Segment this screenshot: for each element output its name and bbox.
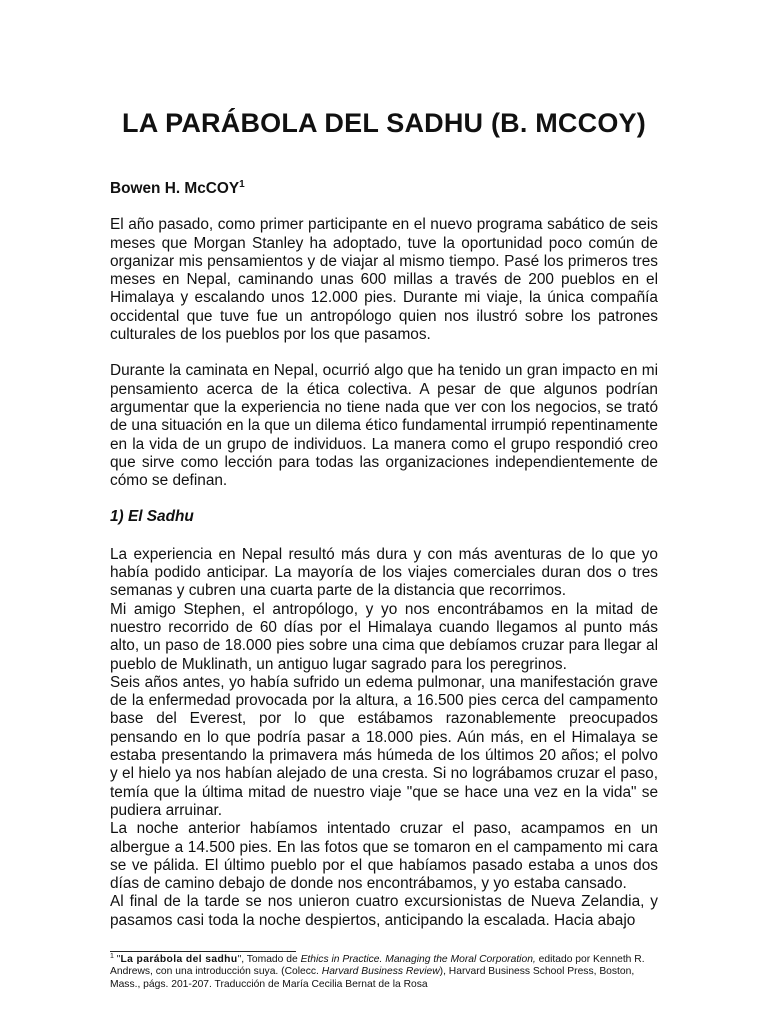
footnote-work-title: Ethics in Practice. Managing the Moral Corporation, xyxy=(300,954,536,965)
section-paragraph-4: La noche anterior habíamos intentado cruzar el paso, acampamos en un albergue a 14.500 pies. En las fotos que se tomaron en el campamento mi cara se ve pálida. El último pueblo por el que habíamos pasado estaba a unos dos días de camino debajo de donde nos encontrábamos, y yo estaba cansado. xyxy=(110,820,658,893)
author-name: Bowen H. McCOY xyxy=(110,180,240,197)
section-paragraph-3: Seis años antes, yo había sufrido un edema pulmonar, una manifestación grave de la enfermedad provocada por la altura, a 16.500 pies cerca del campamento base del Everest, por lo que estábamos razonablemente preocupados pensando en lo que podría pasar a 18.000 pies. Aún más, en el Himalaya se estaba presentando la primavera más húmeda de los últimos 20 años; el polvo y el hielo ya nos habían alejado de una cresta. Si no lográbamos cruzar el paso, temía que la última mitad de nuestro viaje "que se hace una vez en la vida" se pudiera arruinar. xyxy=(110,673,658,819)
author-line xyxy=(110,180,658,198)
footnote-text-3: ), Harvard Business School Press, Boston, Mass., págs. 201-207. Traducción de María Cecilia Bernat de la Rosa xyxy=(110,966,635,990)
footnote xyxy=(110,954,650,991)
footnote-marker: 1 xyxy=(110,953,114,960)
intro-paragraph-1: El año pasado, como primer participante en el nuevo programa sabático de seis meses que Morgan Stanley ha adoptado, tuve la oportunidad poco común de organizar mis pensamientos y de viajar al mismo tiempo. Pasé los primeros tres meses en Nepal, caminando unas 600 millas a través de 200 pueblos en el Himalaya y escalando unos 12.000 pies. Durante mi viaje, la única compañía occidental que tuve fue un antropólogo quien nos ilustró sobre los patrones culturales de los pueblos por los que pasamos. xyxy=(110,216,658,344)
footnote-series: Harvard Business Review xyxy=(321,966,440,978)
section-heading: 1) El Sadhu xyxy=(110,508,194,526)
author-footnote-marker[interactable]: 1 xyxy=(239,179,245,190)
footnote-text-2: editado por Kenneth R. Andrews, con una introducción suya. (Colecc. xyxy=(110,954,645,978)
footnote-separator xyxy=(110,951,296,952)
document-body xyxy=(110,180,658,930)
footnote-article-title: La parábola del sadhu xyxy=(120,954,238,965)
section-paragraph-5: Al final de la tarde se nos unieron cuatro excursionistas de Nueva Zelandia, y pasamos casi toda la noche despiertos, anticipando la escalada. Hacia abajo xyxy=(110,893,658,929)
section-paragraph-2: Mi amigo Stephen, el antropólogo, y yo nos encontrábamos en la mitad de nuestro recorrido de 60 días por el Himalaya cuando llegamos al punto más alto, un paso de 18.000 pies sobre una cima que debíamos cruzar para llegar al pueblo de Muklinath, un antiguo lugar sagrado para los peregrinos. xyxy=(110,600,658,673)
intro-paragraph-2: Durante la caminata en Nepal, ocurrió algo que ha tenido un gran impacto en mi pensamiento acerca de la ética colectiva. A pesar de que algunos podrían argumentar que la experiencia no tiene nada que ver con los negocios, se trató de una situación en la que un dilema ético fundamental irrumpió repentinamente en la vida de un grupo de individuos. La manera como el grupo respondió creo que sirve como lección para todas las organizaciones independientemente de cómo se definan. xyxy=(110,362,658,490)
document-title: LA PARÁBOLA DEL SADHU (B. MCCOY) xyxy=(122,108,646,138)
section-paragraph-1: La experiencia en Nepal resultó más dura y con más aventuras de lo que yo había podido anticipar. La mayoría de los viajes comerciales duran dos o tres semanas y cubren una cuarta parte de la distancia que recorrimos. xyxy=(110,545,658,600)
footnote-text-1: ", Tomado de xyxy=(237,954,301,965)
footnote-open-quote: " xyxy=(116,954,121,965)
